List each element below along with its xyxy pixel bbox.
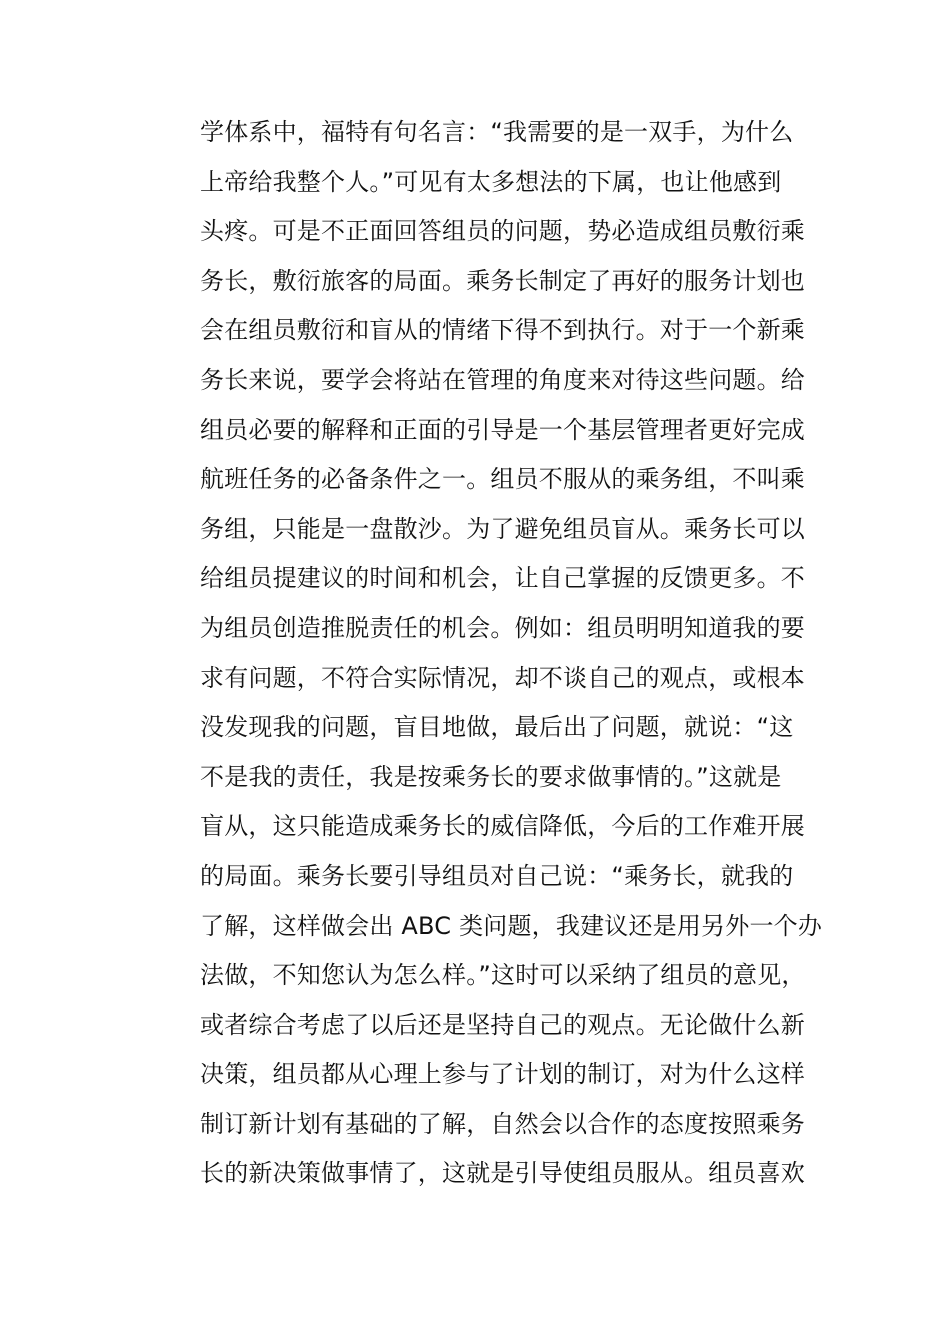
text-line: 为组员创造推脱责任的机会。例如：组员明明知道我的要 — [200, 613, 805, 642]
text-line: 务长，敷衍旅客的局面。乘务长制定了再好的服务计划也 — [200, 266, 805, 295]
text-line: 制订新计划有基础的了解，自然会以合作的态度按照乘务 — [200, 1109, 805, 1138]
text-line: 组员必要的解释和正面的引导是一个基层管理者更好完成 — [200, 415, 805, 444]
text-line: 长的新决策做事情了，这就是引导使组员服从。组员喜欢 — [200, 1159, 805, 1188]
text-line: 航班任务的必备条件之一。组员不服从的乘务组，不叫乘 — [200, 465, 805, 494]
text-line: 上帝给我整个人。”可见有太多想法的下属，也让他感到 — [200, 167, 782, 196]
text-line: 法做，不知您认为怎么样。”这时可以采纳了组员的意见， — [200, 961, 806, 990]
text-line: 学体系中，福特有句名言：“我需要的是一双手，为什么 — [200, 118, 794, 146]
body-text — [200, 108, 823, 1199]
text-line: 务组，只能是一盘散沙。为了避免组员盲从。乘务长可以 — [200, 514, 805, 543]
text-line: 给组员提建议的时间和机会，让自己掌握的反馈更多。不 — [200, 564, 805, 593]
text-line: 的局面。乘务长要引导组员对自己说：“乘务长，就我的 — [200, 861, 794, 890]
text-line: 不是我的责任，我是按乘务长的要求做事情的。”这就是 — [200, 762, 782, 791]
text-line: 会在组员敷衍和盲从的情绪下得不到执行。对于一个新乘 — [200, 316, 805, 345]
text-line: 决策，组员都从心理上参与了计划的制订，对为什么这样 — [200, 1060, 805, 1089]
text-line: 盲从，这只能造成乘务长的威信降低，今后的工作难开展 — [200, 812, 805, 841]
text-line: 头疼。可是不正面回答组员的问题，势必造成组员敷衍乘 — [200, 217, 805, 246]
text-line: 了解，这样做会出 ABC 类问题，我建议还是用另外一个办 — [200, 911, 823, 940]
text-line: 求有问题，不符合实际情况，却不谈自己的观点，或根本 — [200, 663, 805, 692]
text-line: 或者综合考虑了以后还是坚持自己的观点。无论做什么新 — [200, 1010, 805, 1039]
text-line: 没发现我的问题，盲目地做，最后出了问题，就说：“这 — [200, 713, 794, 742]
text-line: 务长来说，要学会将站在管理的角度来对待这些问题。给 — [200, 365, 805, 394]
